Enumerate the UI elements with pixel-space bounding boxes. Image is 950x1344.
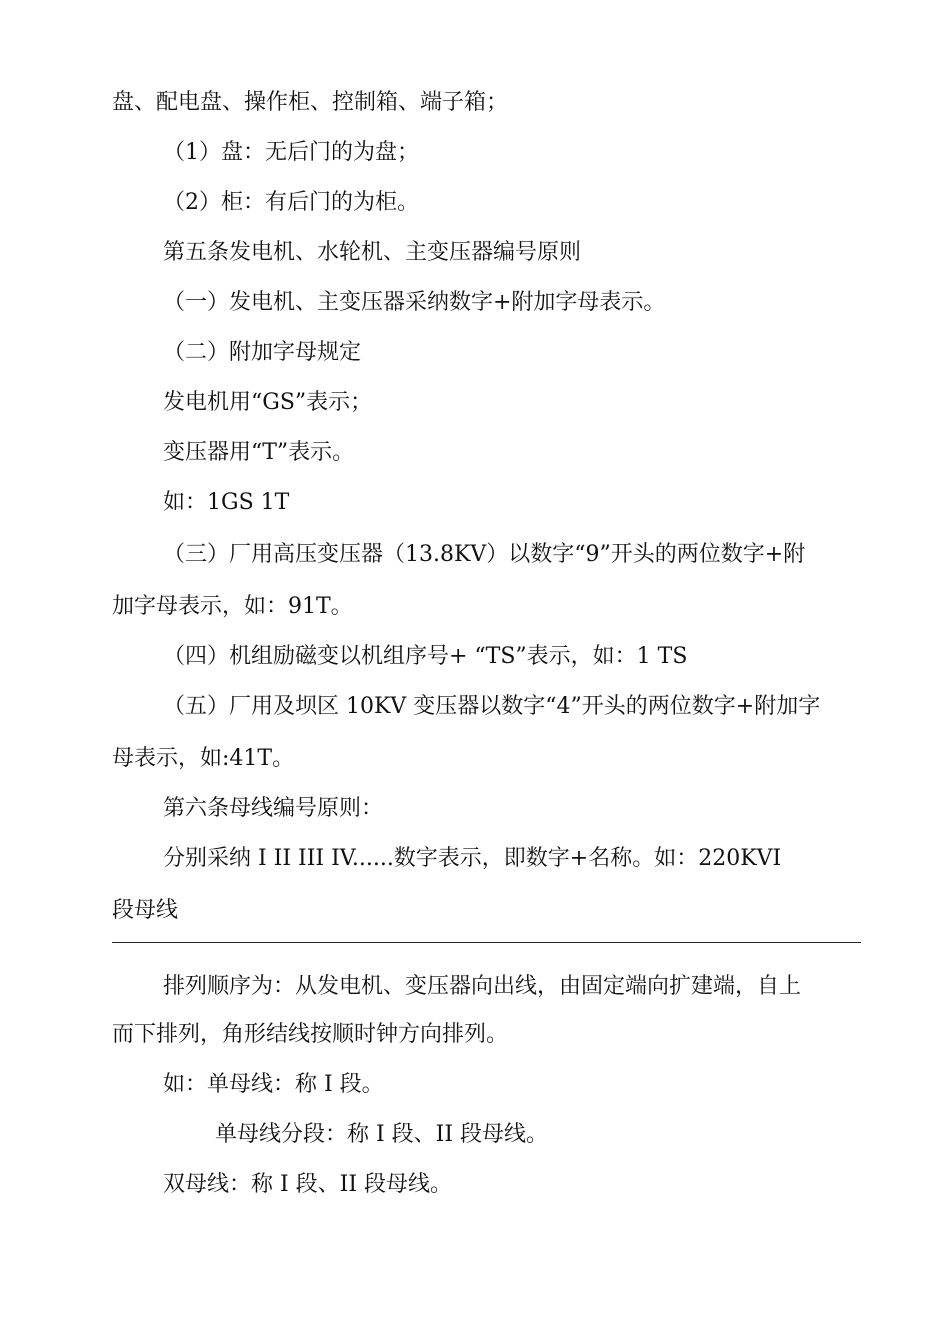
section-heading: 第六条母线编号原则： xyxy=(163,796,384,821)
text-line: 如：单母线：称 I 段。 xyxy=(163,1072,384,1097)
text-line: （2）柜：有后门的为柜。 xyxy=(163,190,419,215)
text-line: 发电机用“GS”表示； xyxy=(163,390,373,415)
text-line: 盘、配电盘、操作柜、控制箱、端子箱； xyxy=(112,90,509,115)
text-line: （1）盘：无后门的为盘； xyxy=(163,140,419,165)
text-line: 段母线 xyxy=(112,898,179,923)
text-line: 排列顺序为：从发电机、变压器向出线，由固定端向扩建端，自上 xyxy=(163,974,802,999)
text-line: 如：1GS 1T xyxy=(163,490,290,515)
horizontal-divider xyxy=(112,942,861,943)
text-line: 单母线分段：称 I 段、II 段母线。 xyxy=(215,1122,549,1147)
text-line: 母表示，如:41T。 xyxy=(112,746,295,771)
text-line: （四）机组励磁变以机组序号+ “TS”表示，如：1 TS xyxy=(163,644,688,669)
text-line: 双母线：称 I 段、II 段母线。 xyxy=(163,1172,453,1197)
text-line: （二）附加字母规定 xyxy=(163,340,362,365)
text-line: 而下排列，角形结线按顺时钟方向排列。 xyxy=(112,1022,509,1047)
text-line: （五）厂用及坝区 10KV 变压器以数字“4”开头的两位数字+附加字 xyxy=(163,694,821,719)
text-line: （三）厂用高压变压器（13.8KV）以数字“9”开头的两位数字+附 xyxy=(163,542,806,567)
section-heading: 第五条发电机、水轮机、主变压器编号原则 xyxy=(163,240,582,265)
text-line: 加字母表示，如：91T。 xyxy=(112,594,353,619)
text-line: 变压器用“T”表示。 xyxy=(163,440,355,465)
text-line: 分别采纳 I II III IV......数字表示，即数字+名称。如：220KVI xyxy=(163,846,782,871)
text-line: （一）发电机、主变压器采纳数字+附加字母表示。 xyxy=(163,290,666,315)
